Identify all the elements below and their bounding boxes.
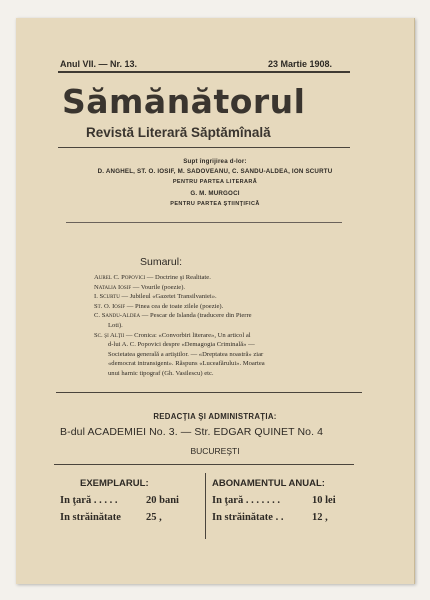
editors-heading: Supt îngrijirea d-lor: xyxy=(183,158,247,165)
editorial-address: B-dul ACADEMIEI No. 3. — Str. EDGAR QUINET No. 4 xyxy=(60,426,324,438)
subscription-domestic-value: 10 lei xyxy=(312,495,336,506)
magazine-subtitle: Revistă Literară Săptămînală xyxy=(86,125,271,140)
toc-entry: Sc. şi Alţii — Cronica: «Convorbiri literare», Un articol al xyxy=(94,331,251,339)
magazine-cover xyxy=(16,18,415,584)
scientific-section-label: PENTRU PARTEA ŞTIINŢIFICĂ xyxy=(170,201,260,207)
toc-entry-continuation: unui harnic tipograf (Gh. Vasilescu) etc. xyxy=(108,369,214,377)
toc-entry: I. Scurtu — Jubileul «Gazetei Transilvaniei». xyxy=(94,293,217,301)
copy-price-domestic-label: In ţară . . . . . xyxy=(60,495,118,506)
toc-entry: Aurel C. Popovici — Doctrine şi Realitate. xyxy=(94,274,211,281)
issue-date: 23 Martie 1908. xyxy=(267,59,332,69)
copy-price-abroad-label: In străinătate xyxy=(60,512,121,523)
toc-entry: C. Sandu-Aldea — Pescar de Islanda (traducere din Pierre xyxy=(94,312,252,320)
magazine-title: Sămănătorul xyxy=(62,82,306,121)
title-rule xyxy=(58,147,350,148)
editorial-office-heading: REDACŢIA ŞI ADMINISTRAŢIA: xyxy=(153,412,277,421)
toc-entry-continuation: Loti). xyxy=(108,321,123,329)
toc-entry-continuation: d-lui A. C. Popovici despre «Demagogia Criminală» — xyxy=(108,341,255,349)
subscription-abroad-value: 12 , xyxy=(312,512,328,523)
copy-price-domestic-value: 20 bani xyxy=(146,495,179,506)
top-rule xyxy=(58,71,350,73)
toc-entry-continuation: «democrat intransigent». Răspuns «Luceafărului». Moartea xyxy=(108,360,265,368)
subscription-domestic-label: In ţară . . . . . . . xyxy=(212,495,280,506)
editors-rule xyxy=(66,222,342,223)
literary-section-label: PENTRU PARTEA LITERARĂ xyxy=(172,179,258,185)
copy-price-abroad-value: 25 , xyxy=(146,512,162,523)
toc-entry: St. O. Iosif — Pinea cea de toate zilele (poezie). xyxy=(94,302,224,310)
subscription-heading: ABONAMENTUL ANUAL: xyxy=(212,478,325,489)
table-of-contents xyxy=(94,273,334,379)
city: BUCUREŞTI xyxy=(190,446,240,456)
toc-entry-continuation: Societatea generală a artiştilor. — «Dreptatea noastră» ziar xyxy=(108,350,264,358)
price-column-divider xyxy=(205,473,206,539)
contents-rule xyxy=(56,392,362,393)
scientific-editor: G. M. MURGOCI xyxy=(190,190,240,197)
copy-price-heading: EXEMPLARUL: xyxy=(80,478,149,489)
toc-entry: Natalia Iosif — Vourile (poezie). xyxy=(94,283,186,291)
subscription-abroad-label: In străinătate . . xyxy=(212,512,284,523)
literary-editors: D. ANGHEL, ST. O. IOSIF, M. SADOVEANU, C. SANDU-ALDEA, ION SCURTU xyxy=(97,168,333,175)
contents-heading: Sumarul: xyxy=(140,256,183,268)
issue-number: Anul VII. — Nr. 13. xyxy=(60,59,138,69)
address-rule xyxy=(54,464,354,465)
